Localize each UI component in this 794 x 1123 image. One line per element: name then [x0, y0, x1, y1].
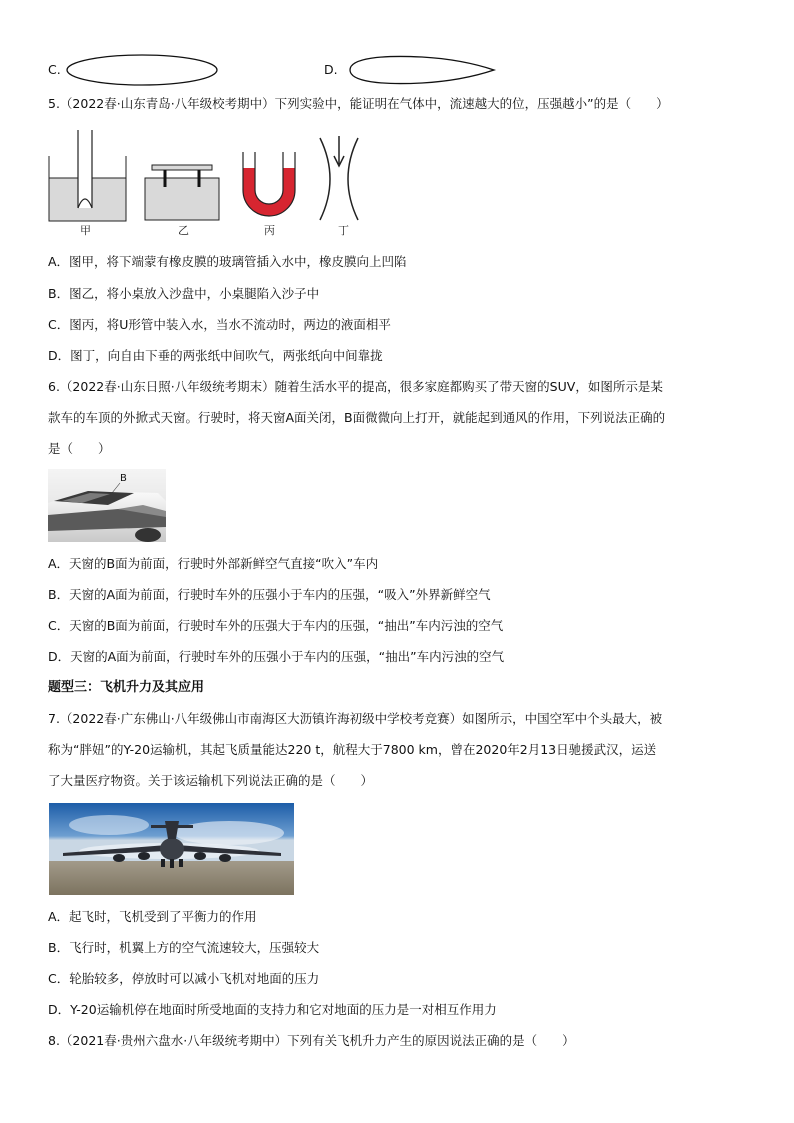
q6-option-c: C．天窗的B面为前面，行驶时车外的压强大于车内的压强，“抽出”车内污浊的空气 [48, 618, 504, 633]
q6-option-d: D．天窗的A面为前面，行驶时车外的压强小于车内的压强，“抽出”车内污浊的空气 [48, 649, 505, 664]
q6-stem-line1: 6.（2022春·山东日照·八年级统考期末）随着生活水平的提高，很多家庭都购买了带天窗的SUV，如图所示是某 [48, 379, 663, 394]
q6-option-a: A．天窗的B面为前面，行驶时外部新鲜空气直接“吹入”车内 [48, 556, 379, 571]
option-c-label: C. [48, 62, 61, 77]
figure-ding-papers [314, 134, 364, 224]
q5-option-c: C．图丙，将U形管中装入水，当水不流动时，两边的液面相平 [48, 317, 391, 332]
q6-stem-line3: 是（ ） [48, 441, 111, 456]
figure-bing-u-tube [238, 150, 300, 224]
y20-aircraft-photo [49, 803, 294, 895]
figure-ding-caption: 丁 [338, 224, 349, 237]
figure-jia [48, 128, 130, 224]
figure-yi-caption: 乙 [178, 224, 189, 237]
q5-option-a: A．图甲，将下端蒙有橡皮膜的玻璃管插入水中，橡皮膜向上凹陷 [48, 254, 407, 269]
option-d-airfoil-figure [342, 52, 502, 88]
option-c-ellipse-figure [66, 52, 226, 88]
option-d-label: D. [324, 62, 338, 77]
car-sunroof-photo [48, 469, 166, 542]
q7-option-c: C．轮胎较多，停放时可以减小飞机对地面的压力 [48, 971, 320, 986]
q7-stem-line3: 了大量医疗物资。关于该运输机下列说法正确的是（ ） [48, 773, 374, 788]
sunroof-label-b: B [120, 473, 127, 484]
q7-option-b: B．飞行时，机翼上方的空气流速较大，压强较大 [48, 940, 320, 955]
q7-stem-line1: 7.（2022春·广东佛山·八年级佛山市南海区大沥镇许海初级中学校考竞赛）如图所示，中国空军中个头最大，被 [48, 711, 663, 726]
figure-bing-caption: 丙 [264, 224, 275, 237]
q7-option-a: A．起飞时，飞机受到了平衡力的作用 [48, 909, 257, 924]
q6-stem-line2: 款车的车顶的外掀式天窗。行驶时，将天窗A面关闭，B面微微向上打开，就能起到通风的作用，下列说法正确的 [48, 410, 666, 425]
q6-option-b: B．天窗的A面为前面，行驶时车外的压强小于车内的压强，“吸入”外界新鲜空气 [48, 587, 491, 602]
section-heading: 题型三：飞机升力及其应用 [48, 680, 205, 695]
q5-option-d: D．图丁，向自由下垂的两张纸中间吹气，两张纸向中间靠拢 [48, 348, 383, 363]
q5-option-b: B．图乙，将小桌放入沙盘中，小桌腿陷入沙子中 [48, 286, 320, 301]
q7-stem-line2: 称为“胖妞”的Y-20运输机，其起飞质量能达220 t，航程大于7800 km，曾在2020年2月13日驰援武汉，运送 [48, 742, 657, 757]
q7-option-d: D．Y-20运输机停在地面时所受地面的支持力和它对地面的压力是一对相互作用力 [48, 1002, 497, 1017]
figure-jia-caption: 甲 [80, 224, 91, 237]
q8-stem: 8.（2021春·贵州六盘水·八年级统考期中）下列有关飞机升力产生的原因说法正确的是（ ） [48, 1033, 575, 1048]
q5-stem: 5.（2022春·山东青岛·八年级校考期中）下列实验中，能证明在气体中，流速越大的位，压强越小”的是（ ） [48, 96, 669, 111]
figure-yi [142, 160, 224, 224]
